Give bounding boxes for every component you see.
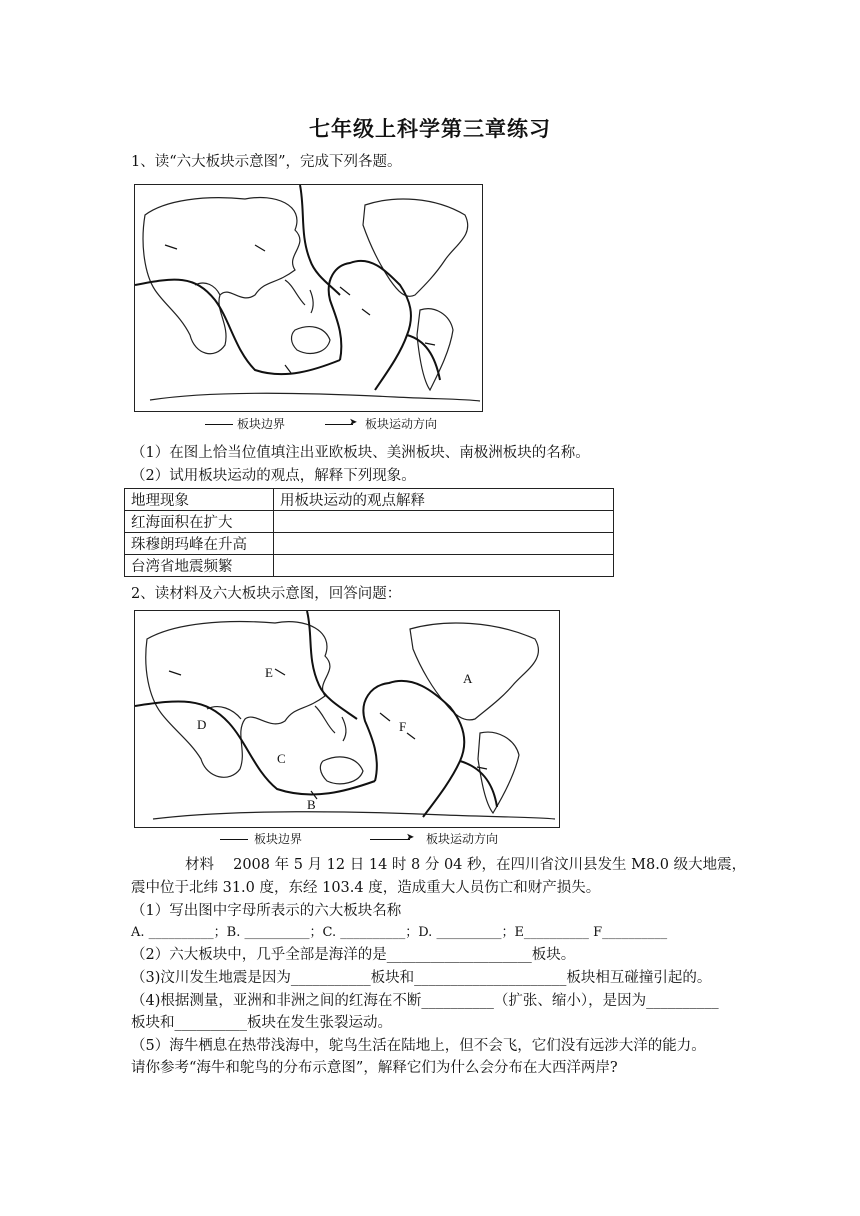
phenomenon-cell: 红海面积在扩大 [125,511,274,533]
q2-sub1: （1）写出图中字母所表示的六大板块名称 [131,903,402,919]
plate-map-1 [134,184,483,412]
plate-map-1-drawing [135,185,482,411]
legend-direction-label: 板块运动方向 [426,832,499,846]
plate-map-2 [134,610,560,828]
map-label-a: A [463,671,473,686]
legend-boundary-label: 板块边界 [237,417,286,431]
map-1-legend [205,415,485,433]
table-row [125,533,614,555]
arrow-head-icon: ➤ [406,832,415,843]
page-title: 七年级上科学第三章练习 [309,116,551,141]
question-1-prompt: 1、读“六大板块示意图”，完成下列各题。 [131,154,402,170]
boundary-line-icon [220,839,248,840]
q1-sub2: （2）试用板块运动的观点，解释下列现象。 [131,468,416,484]
material-line-2: 震中位于北纬 31.0 度，东经 103.4 度，造成重大人员伤亡和财产损失。 [131,880,601,896]
table-header-row [125,489,614,511]
table-header-cell: 地理现象 [125,489,274,511]
q2-sub4-line-1: （4)根据测量，亚洲和非洲之间的红海在不断__________（扩张、缩小），是因为__________ [131,993,719,1009]
q2-sub2: （2）六大板块中，几乎全部是海洋的是____________________板块。 [131,947,576,963]
phenomena-table [124,488,614,577]
map-label-f: F [399,719,407,734]
q2-sub5-line-2: 请你参考“海牛和鸵鸟的分布示意图”，解释它们为什么会分布在大西洋两岸? [131,1060,618,1076]
table-row [125,555,614,577]
map-2-legend [220,830,540,848]
material-line-1: 材料 2008 年 5 月 12 日 14 时 8 分 04 秒，在四川省汶川县发生 M8.0 级大地震， [185,857,747,873]
q2-blanks[interactable]: A. __________；B. __________；C. __________；D. __________；E__________ F__________ [131,925,668,940]
map-label-b: B [307,797,316,812]
q2-sub3: （3)汶川发生地震是因为___________板块和_____________________板块相互碰撞引起的。 [131,970,712,986]
legend-boundary-label: 板块边界 [254,832,303,846]
question-2-prompt: 2、读材料及六大板块示意图，回答问题： [131,586,402,602]
q1-sub1: （1）在图上恰当位值填注出亚欧板块、美洲板块、南极洲板块的名称。 [131,445,590,461]
q2-sub4-line-2: 板块和__________板块在发生张裂运动。 [131,1015,392,1031]
phenomenon-cell: 珠穆朗玛峰在升高 [125,533,274,555]
table-header-cell: 用板块运动的观点解释 [274,489,614,511]
map-label-e: E [265,665,273,680]
legend-direction-label: 板块运动方向 [365,417,438,431]
answer-cell[interactable] [274,533,614,555]
phenomenon-cell: 台湾省地震频繁 [125,555,274,577]
direction-arrow-icon [370,839,410,840]
arrow-head-icon: ➤ [349,417,358,428]
map-label-d: D [197,717,207,732]
table-row [125,511,614,533]
q2-sub5-line-1: （5）海牛栖息在热带浅海中，鸵鸟生活在陆地上，但不会飞，它们没有远涉大洋的能力。 [131,1038,706,1054]
map-label-c: C [277,751,286,766]
boundary-line-icon [205,424,233,425]
answer-cell[interactable] [274,511,614,533]
answer-cell[interactable] [274,555,614,577]
plate-map-2-drawing [135,611,559,827]
